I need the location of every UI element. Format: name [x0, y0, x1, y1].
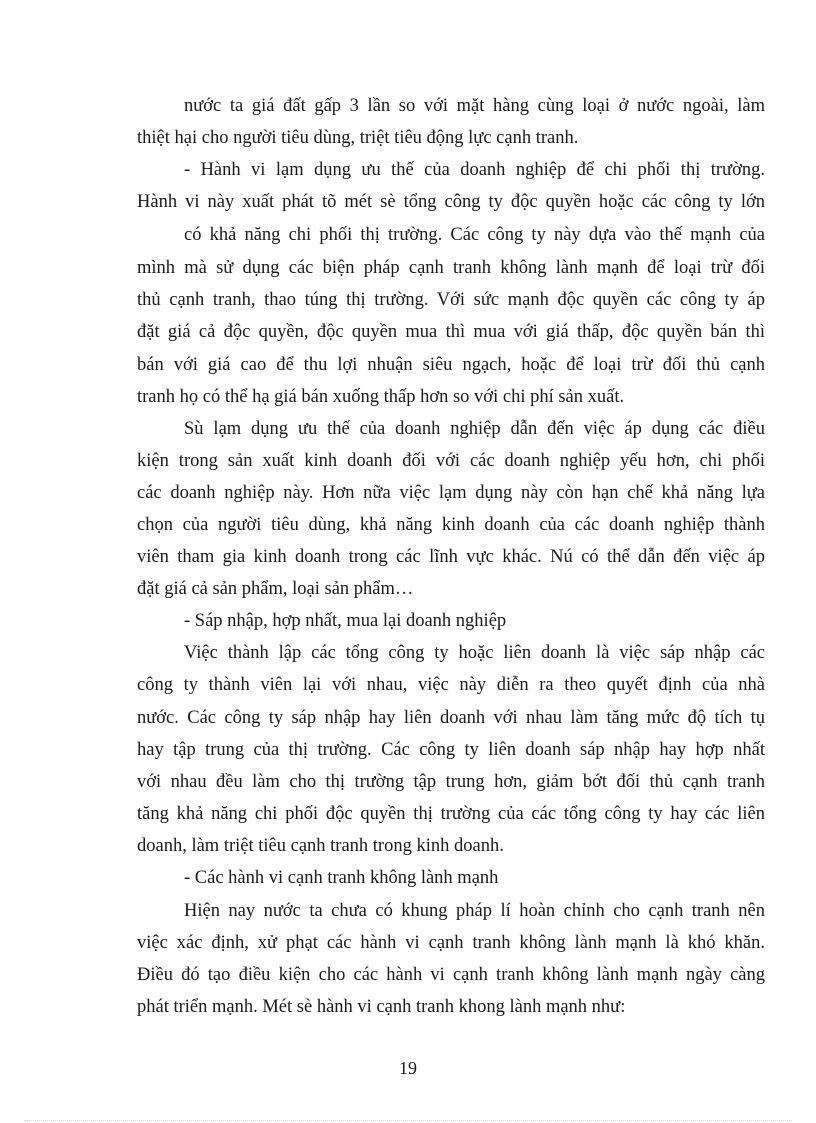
- line-text: hay tập trung của thị trường. Các công ty liên doanh sáp nhập hay hợp nhất: [137, 740, 765, 760]
- text-line: [0, 446, 816, 476]
- line-text: công ty thành viên lại với nhau, việc này diễn ra theo quyết định của nhà: [137, 675, 765, 695]
- line-text: Việc thành lập các tổng công ty hoặc liên doanh là việc sáp nhập các: [184, 643, 765, 663]
- line-text: doanh, làm triệt tiêu cạnh tranh trong kinh doanh.: [137, 836, 504, 856]
- line-text: chọn của người tiêu dùng, khả năng kinh doanh của các doanh nghiệp thành: [137, 515, 765, 535]
- page-number: 19: [399, 1058, 417, 1078]
- text-line: [0, 735, 816, 765]
- text-line: [0, 606, 816, 636]
- text-line: [0, 928, 816, 958]
- text-line: [0, 638, 816, 668]
- line-text: - Sáp nhập, hợp nhất, mua lại doanh nghiệp: [184, 611, 507, 631]
- line-text: Hiện nay nước ta chưa có khung pháp lí hoàn chỉnh cho cạnh tranh nên: [184, 901, 765, 921]
- text-line: [0, 510, 816, 540]
- line-text: Điều đó tạo điều kiện cho các hành vi cạnh tranh không lành mạnh ngày càng: [137, 965, 765, 985]
- line-text: đặt giá cả độc quyền, độc quyền mua thì mua với giá thấp, độc quyền bán thì: [137, 322, 765, 342]
- line-text: tranh họ có thể hạ giá bán xuống thấp hơn so với chi phí sản xuất.: [137, 387, 625, 407]
- line-text: các doanh nghiệp này. Hơn nữa việc lạm dụng này còn hạn chế khả năng lựa: [137, 483, 765, 503]
- line-text: phát triển mạnh. Mét sè hành vi cạnh tranh khong lành mạnh như:: [137, 997, 626, 1017]
- text-line: [0, 414, 816, 444]
- line-text: thủ cạnh tranh, thao túng thị trường. Với sức mạnh độc quyền các công ty áp: [137, 290, 765, 310]
- text-line: [0, 896, 816, 926]
- text-line: [0, 831, 816, 861]
- text-line: [0, 574, 816, 604]
- text-line: [0, 187, 816, 217]
- text-line: [0, 670, 816, 700]
- text-line: [0, 317, 816, 347]
- line-text: tăng khả năng chi phối độc quyền thị trường của các tổng công ty hay các liên: [137, 804, 765, 824]
- text-line: [0, 220, 816, 250]
- line-text: việc xác định, xử phạt các hành vi cạnh tranh không lành mạnh là khó khăn.: [137, 933, 765, 953]
- line-text: đặt giá cả sản phẩm, loại sản phẩm…: [137, 579, 414, 599]
- text-line: [0, 253, 816, 283]
- text-line: [0, 478, 816, 508]
- line-text: Sù lạm dụng ưu thế của doanh nghiệp dẫn đến việc áp dụng các điều: [184, 419, 765, 439]
- text-line: [0, 863, 816, 893]
- line-text: có khả năng chi phối thị trường. Các công ty này dựa vào thế mạnh của: [184, 225, 765, 245]
- text-line: [0, 91, 816, 121]
- text-line: [0, 285, 816, 315]
- text-line: [0, 155, 816, 185]
- page-bottom-divider: [24, 1120, 792, 1121]
- line-text: nước. Các công ty sáp nhập hay liên doanh với nhau làm tăng mức độ tích tụ: [137, 708, 765, 728]
- line-text: viên tham gia kinh doanh trong các lĩnh vực khác. Nú có thể dẫn đến việc áp: [137, 547, 765, 567]
- text-line: [0, 123, 816, 153]
- line-text: - Các hành vi cạnh tranh không lành mạnh: [184, 868, 499, 888]
- text-line: [0, 960, 816, 990]
- line-text: - Hành vi lạm dụng ưu thế của doanh nghiệp để chi phối thị trường.: [184, 160, 765, 180]
- line-text: nước ta giá đất gấp 3 lần so với mặt hàng cùng loại ở nước ngoài, làm: [184, 96, 765, 116]
- text-line: [0, 992, 816, 1022]
- text-line: [0, 350, 816, 380]
- line-text: mình mà sử dụng các biện pháp cạnh tranh không lành mạnh để loại trừ đối: [137, 258, 765, 278]
- line-text: với nhau đều làm cho thị trường tập trung hơn, giảm bớt đối thủ cạnh tranh: [137, 772, 765, 792]
- text-line: [0, 542, 816, 572]
- line-text: bán với giá cao để thu lợi nhuận siêu ngạch, hoặc để loại trừ đối thủ cạnh: [137, 355, 765, 375]
- text-line: [0, 703, 816, 733]
- text-line: [0, 767, 816, 797]
- text-line: [0, 799, 816, 829]
- line-text: thiệt hại cho người tiêu dùng, triệt tiêu động lực cạnh tranh.: [137, 128, 579, 148]
- line-text: kiện trong sản xuất kinh doanh đối với các doanh nghiệp yếu hơn, chi phối: [137, 451, 765, 471]
- line-text: Hành vi này xuất phát tõ mét sè tổng công ty độc quyền hoặc các công ty lớn: [137, 192, 765, 212]
- text-line: [0, 382, 816, 412]
